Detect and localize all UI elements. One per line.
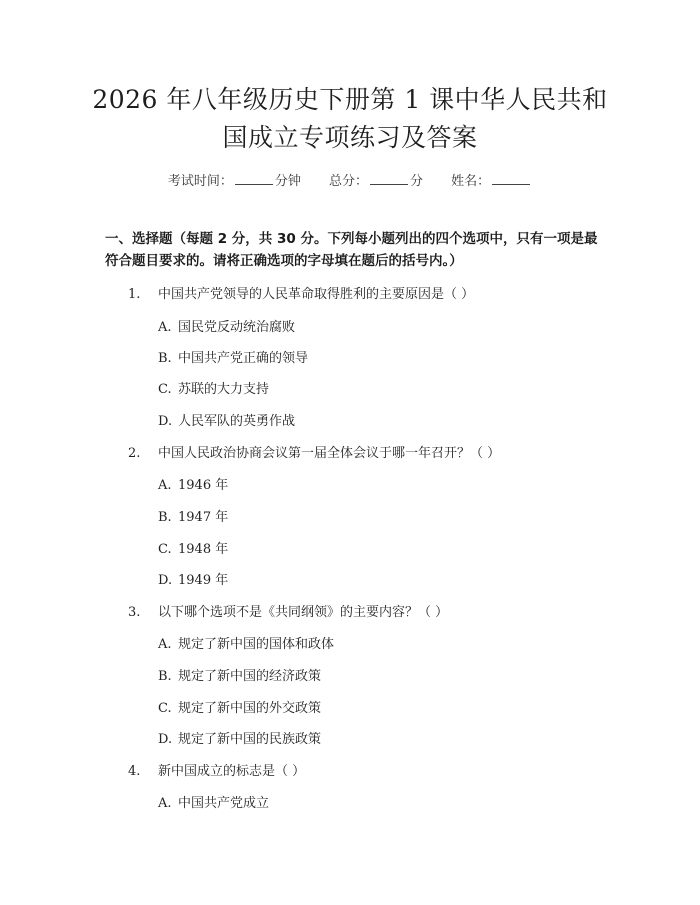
option-text: 人民军队的英勇作战	[178, 414, 296, 429]
question-2-option-c	[158, 538, 228, 557]
option-letter: A.	[158, 320, 172, 335]
total-score-field	[329, 170, 423, 189]
option-text: 1946 年	[178, 478, 229, 493]
student-name-blank	[492, 172, 530, 185]
option-letter: C.	[158, 701, 172, 716]
option-letter: D.	[158, 414, 173, 429]
question-text: 中国共产党领导的人民革命取得胜利的主要原因是（ ）	[158, 287, 475, 302]
question-2-option-a	[158, 474, 228, 493]
question-2-option-b	[158, 506, 228, 525]
question-3	[128, 601, 448, 620]
option-text: 规定了新中国的民族政策	[178, 732, 322, 747]
question-1-option-b	[158, 347, 308, 366]
option-text: 苏联的大力支持	[178, 382, 270, 397]
question-3-option-b	[158, 665, 321, 684]
question-3-option-a	[158, 633, 334, 652]
question-4	[128, 760, 305, 779]
option-text: 国民党反动统治腐败	[178, 320, 296, 335]
question-1-option-c	[158, 378, 269, 397]
option-letter: B.	[158, 669, 172, 684]
exam-time-field	[168, 170, 301, 189]
question-text: 新中国成立的标志是（ ）	[158, 764, 306, 779]
document-title-line-2: 国成立专项练习及答案	[222, 123, 478, 152]
question-4-option-a	[158, 792, 269, 811]
student-name-label: 姓名：	[451, 174, 491, 189]
exam-time-unit: 分钟	[274, 174, 301, 189]
option-text: 中国共产党正确的领导	[178, 351, 309, 366]
question-2	[128, 442, 500, 461]
option-letter: B.	[158, 351, 172, 366]
question-2-option-d	[158, 569, 228, 588]
exam-time-blank	[235, 172, 273, 185]
question-text: 中国人民政治协商会议第一届全体会议于哪一年召开？（ ）	[158, 446, 501, 461]
option-letter: C.	[158, 542, 172, 557]
option-letter: A.	[158, 637, 172, 652]
question-number: 2.	[128, 446, 141, 461]
total-score-unit: 分	[410, 174, 424, 189]
option-text: 规定了新中国的外交政策	[178, 701, 322, 716]
option-text: 1947 年	[178, 510, 229, 525]
option-letter: A.	[158, 478, 172, 493]
student-name-field	[451, 170, 532, 189]
question-3-option-d	[158, 728, 321, 747]
document-title-line-1: 2026 年八年级历史下册第 1 课中华人民共和	[92, 85, 608, 114]
question-text: 以下哪个选项不是《共同纲领》的主要内容？（ ）	[158, 605, 449, 620]
question-number: 4.	[128, 764, 141, 779]
option-letter: D.	[158, 573, 173, 588]
exam-meta	[0, 170, 700, 189]
exam-time-label: 考试时间：	[167, 174, 233, 189]
option-text: 中国共产党成立	[178, 796, 270, 811]
option-text: 规定了新中国的经济政策	[178, 669, 322, 684]
question-1	[128, 283, 474, 302]
question-1-option-d	[158, 410, 295, 429]
option-letter: B.	[158, 510, 172, 525]
question-number: 1.	[128, 287, 141, 302]
option-text: 规定了新中国的国体和政体	[178, 637, 335, 652]
option-letter: D.	[158, 732, 173, 747]
option-letter: C.	[158, 382, 172, 397]
section-heading-multiple-choice: 一、选择题（每题 2 分，共 30 分。下列每小题列出的四个选项中，只有一项是最符合题目要求的。请将正确选项的字母填在题后的括号内。）	[105, 231, 598, 269]
total-score-label: 总分：	[328, 174, 368, 189]
question-3-option-c	[158, 697, 321, 716]
total-score-blank	[370, 172, 408, 185]
question-1-option-a	[158, 316, 295, 335]
option-text: 1949 年	[178, 573, 229, 588]
question-number: 3.	[128, 605, 141, 620]
option-text: 1948 年	[178, 542, 229, 557]
option-letter: A.	[158, 796, 172, 811]
